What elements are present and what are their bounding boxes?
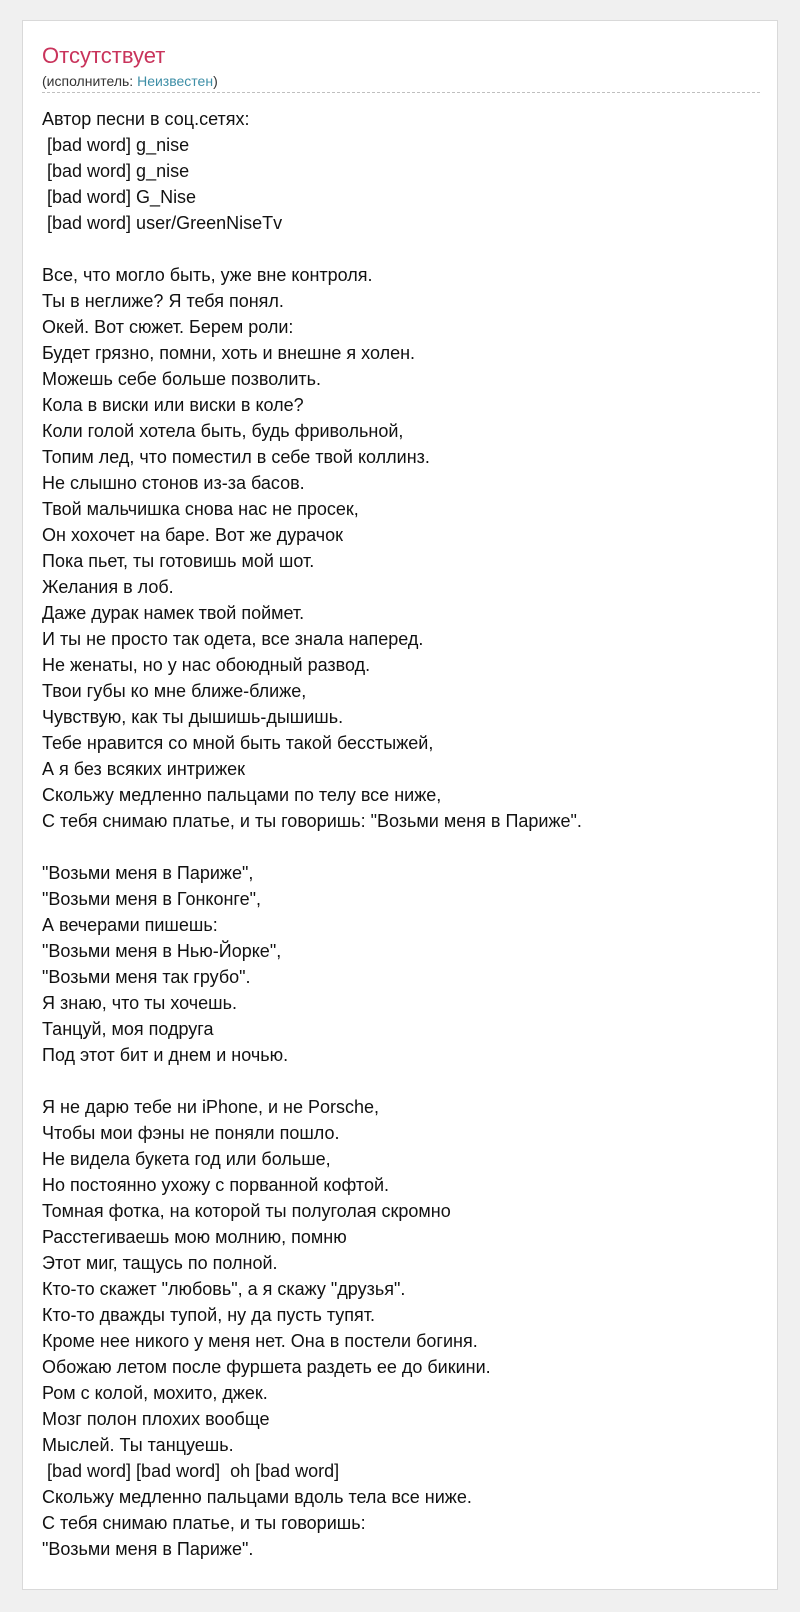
artist-prefix: (исполнитель: xyxy=(42,73,138,89)
artist-link[interactable]: Неизвестен xyxy=(137,73,214,89)
lyric-line: Окей. Вот сюжет. Берем роли: xyxy=(42,317,294,337)
lyric-line: Кто-то дважды тупой, ну да пусть тупят. xyxy=(42,1305,376,1325)
header-divider xyxy=(42,92,760,93)
lyrics-card xyxy=(22,20,778,1590)
lyric-line: "Возьми меня в Париже", xyxy=(42,863,254,883)
lyric-line: Не женаты, но у нас обоюдный развод. xyxy=(42,655,371,675)
lyric-line: Твои губы ко мне ближе-ближе, xyxy=(42,681,307,701)
lyric-line: Коли голой хотела быть, будь фривольной, xyxy=(42,421,404,441)
lyric-line: Скольжу медленно пальцами по телу все ниже, xyxy=(42,785,442,805)
lyric-line: Кола в виски или виски в коле? xyxy=(42,395,304,415)
lyric-line: Я не дарю тебе ни iPhone, и не Porsche, xyxy=(42,1097,380,1117)
lyrics-text xyxy=(42,106,760,1562)
lyric-line: Топим лед, что поместил в себе твой коллинз. xyxy=(42,447,430,467)
lyric-line: Даже дурак намек твой поймет. xyxy=(42,603,305,623)
lyric-line: Обожаю летом после фуршета раздеть ее до бикини. xyxy=(42,1357,491,1377)
lyric-line: Автор песни в соц.сетях: xyxy=(42,109,250,129)
lyric-line: И ты не просто так одета, все знала наперед. xyxy=(42,629,424,649)
lyric-line: Желания в лоб. xyxy=(42,577,174,597)
lyric-line: А вечерами пишешь: xyxy=(42,915,218,935)
lyric-line: "Возьми меня в Гонконге", xyxy=(42,889,261,909)
lyric-line: Чтобы мои фэны не поняли пошло. xyxy=(42,1123,340,1143)
lyric-line: Я знаю, что ты хочешь. xyxy=(42,993,237,1013)
lyric-line: Не слышно стонов из-за басов. xyxy=(42,473,305,493)
lyric-line: Он хохочет на баре. Вот же дурачок xyxy=(42,525,343,545)
lyric-line: Кроме нее никого у меня нет. Она в постели богиня. xyxy=(42,1331,478,1351)
lyric-line: Чувствую, как ты дышишь-дышишь. xyxy=(42,707,344,727)
lyric-line: [bad word] G_Nise xyxy=(42,187,197,207)
lyric-line: "Возьми меня в Нью-Йорке", xyxy=(42,941,282,961)
lyric-line: Кто-то скажет "любовь", а я скажу "друзья". xyxy=(42,1279,406,1299)
lyric-line: А я без всяких интрижек xyxy=(42,759,246,779)
lyric-line: Тебе нравится со мной быть такой бесстыжей, xyxy=(42,733,434,753)
lyric-line xyxy=(42,236,760,262)
song-title: Отсутствует xyxy=(42,43,166,68)
lyric-line xyxy=(42,834,760,860)
lyric-line: Мыслей. Ты танцуешь. xyxy=(42,1435,234,1455)
lyric-line: С тебя снимаю платье, и ты говоришь: "Возьми меня в Париже". xyxy=(42,811,582,831)
lyric-line: Пока пьет, ты готовишь мой шот. xyxy=(42,551,315,571)
lyric-line: Будет грязно, помни, хоть и внешне я холен. xyxy=(42,343,416,363)
lyric-line: Расстегиваешь мою молнию, помню xyxy=(42,1227,347,1247)
lyric-line: [bad word] g_nise xyxy=(42,161,190,181)
lyric-line: Не видела букета год или больше, xyxy=(42,1149,331,1169)
lyric-line xyxy=(42,1068,760,1094)
lyric-line: "Возьми меня так грубо". xyxy=(42,967,251,987)
lyric-line: Томная фотка, на которой ты полуголая скромно xyxy=(42,1201,451,1221)
artist-suffix: ) xyxy=(213,73,218,89)
artist-line xyxy=(42,72,760,90)
lyric-line: [bad word] [bad word] oh [bad word] xyxy=(42,1461,340,1481)
lyric-line: Танцуй, моя подруга xyxy=(42,1019,214,1039)
lyric-line: Скольжу медленно пальцами вдоль тела все ниже. xyxy=(42,1487,472,1507)
lyrics-content xyxy=(42,41,760,1562)
lyric-line: [bad word] g_nise xyxy=(42,135,190,155)
lyric-line: Все, что могло быть, уже вне контроля. xyxy=(42,265,373,285)
lyric-line: Этот миг, тащусь по полной. xyxy=(42,1253,278,1273)
lyric-line: "Возьми меня в Париже". xyxy=(42,1539,254,1559)
lyric-line: Можешь себе больше позволить. xyxy=(42,369,322,389)
lyric-line: С тебя снимаю платье, и ты говоришь: xyxy=(42,1513,366,1533)
lyric-line: Ты в неглиже? Я тебя понял. xyxy=(42,291,284,311)
lyric-line: Но постоянно ухожу с порванной кофтой. xyxy=(42,1175,390,1195)
lyric-line: Под этот бит и днем и ночью. xyxy=(42,1045,289,1065)
lyric-line: Мозг полон плохих вообще xyxy=(42,1409,270,1429)
lyric-line: Ром с колой, мохито, джек. xyxy=(42,1383,268,1403)
lyric-line: [bad word] user/GreenNiseTv xyxy=(42,213,283,233)
lyric-line: Твой мальчишка снова нас не просек, xyxy=(42,499,359,519)
